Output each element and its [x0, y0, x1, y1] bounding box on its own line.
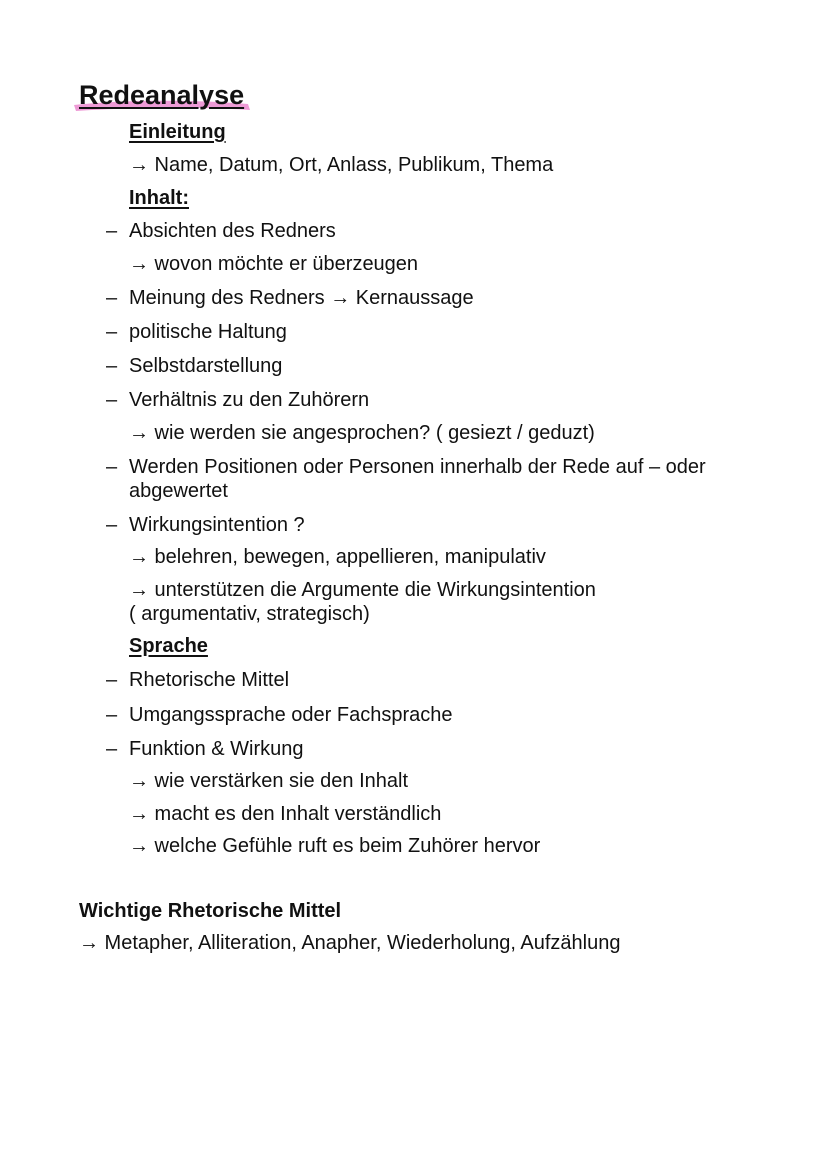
list-dash: –	[106, 321, 118, 343]
heading-inhalt: Inhalt:	[129, 187, 189, 209]
list-item-sub: → wie verstärken sie den Inhalt	[129, 770, 409, 792]
list-dash: –	[106, 389, 118, 411]
list-item: Umgangssprache oder Fachsprache	[129, 704, 453, 726]
heading-sprache: Sprache	[129, 635, 208, 657]
list-dash: –	[106, 704, 118, 726]
einleitung-line: → Name, Datum, Ort, Anlass, Publikum, Thema	[129, 154, 554, 176]
list-item-sub: → wie werden sie angesprochen? ( gesiezt / geduzt)	[129, 422, 595, 444]
list-item-sub: → welche Gefühle ruft es beim Zuhörer hervor	[129, 835, 541, 857]
list-dash: –	[106, 220, 118, 242]
list-dash: –	[106, 355, 118, 377]
list-dash: –	[106, 287, 118, 309]
list-dash: –	[106, 669, 118, 691]
list-dash: –	[106, 456, 118, 478]
list-dash: –	[106, 514, 118, 536]
list-item: politische Haltung	[129, 321, 287, 343]
list-dash: –	[106, 738, 118, 760]
list-item-sub: → wovon möchte er überzeugen	[129, 253, 419, 275]
list-item-sub-continuation: ( argumentativ, strategisch)	[129, 603, 370, 625]
page-title: Redeanalyse	[79, 80, 245, 110]
list-item: Selbstdarstellung	[129, 355, 283, 377]
list-item-sub: → belehren, bewegen, appellieren, manipulativ	[129, 546, 546, 568]
list-item-sub: → macht es den Inhalt verständlich	[129, 803, 442, 825]
footer-heading: Wichtige Rhetorische Mittel	[79, 900, 342, 922]
list-item-continuation: abgewertet	[129, 480, 228, 502]
list-item: Funktion & Wirkung	[129, 738, 304, 760]
list-item: Verhältnis zu den Zuhörern	[129, 389, 370, 411]
list-item: Rhetorische Mittel	[129, 669, 290, 691]
heading-einleitung: Einleitung	[129, 121, 226, 143]
list-item: Werden Positionen oder Personen innerhalb der Rede auf – oder	[129, 456, 706, 478]
title-block	[70, 78, 270, 118]
footer-line: → Metapher, Alliteration, Anapher, Wiederholung, Aufzählung	[79, 932, 621, 954]
list-item: Wirkungsintention ?	[129, 514, 305, 536]
list-item: Meinung des Redners → Kernaussage	[129, 287, 474, 309]
list-item-sub: → unterstützen die Argumente die Wirkungsintention	[129, 579, 596, 601]
list-item: Absichten des Redners	[129, 220, 336, 242]
